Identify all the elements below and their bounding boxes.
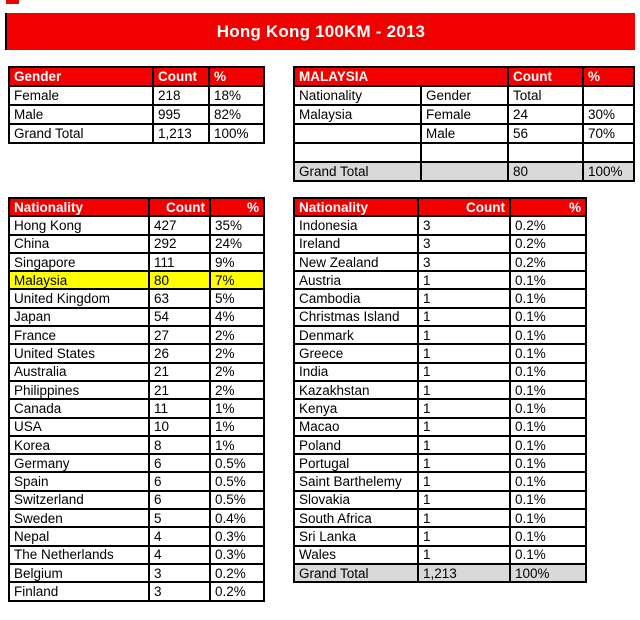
total-cell — [508, 143, 583, 162]
nationality-cell: Germany — [9, 454, 149, 472]
count-cell: 1 — [418, 491, 510, 509]
percent-cell: 0.3% — [210, 546, 264, 564]
malaysia-header-title: MALAYSIA — [294, 67, 508, 86]
nationality-row — [9, 509, 264, 527]
total-cell: 56 — [508, 124, 583, 143]
nationality-row — [294, 381, 586, 399]
count-cell: 995 — [153, 105, 209, 124]
nationality-cell: Belgium — [9, 564, 149, 582]
percent-cell: 0.1% — [510, 509, 586, 527]
nationality-cell: Austria — [294, 271, 418, 289]
nationality-table-left — [8, 197, 265, 602]
gender-header-label: Gender — [9, 67, 153, 86]
percent-cell: 0.2% — [510, 235, 586, 253]
percent-cell: 0.4% — [210, 509, 264, 527]
count-cell: 1 — [418, 509, 510, 527]
nationality-cell: China — [9, 235, 149, 253]
percent-cell: 1% — [210, 418, 264, 436]
percent-cell: 0.1% — [510, 546, 586, 564]
count-cell: 3 — [418, 235, 510, 253]
nationality-header-percent: % — [210, 198, 264, 216]
nationality-header-count: Count — [418, 198, 510, 216]
percent-cell: 7% — [210, 271, 264, 289]
nationality-row — [294, 527, 586, 545]
nationality-row — [294, 546, 586, 564]
count-cell: 5 — [149, 509, 210, 527]
count-cell: 3 — [418, 216, 510, 234]
page-title: Hong Kong 100KM - 2013 — [216, 21, 426, 41]
percent-cell: 0.1% — [510, 271, 586, 289]
subheader-blank — [583, 86, 634, 105]
title-banner — [5, 13, 635, 50]
count-cell: 63 — [149, 289, 210, 307]
count-cell: 80 — [149, 271, 210, 289]
nationality-cell: New Zealand — [294, 253, 418, 271]
nationality-header-label: Nationality — [9, 198, 149, 216]
nationality-cell: Kazakhstan — [294, 381, 418, 399]
count-cell: 11 — [149, 399, 210, 417]
nationality-row — [9, 344, 264, 362]
nationality-row — [9, 326, 264, 344]
nationality-row — [9, 253, 264, 271]
count-cell: 1 — [418, 381, 510, 399]
nationality-cell: Philippines — [9, 381, 149, 399]
nationality-row — [9, 472, 264, 490]
nationality-row — [294, 216, 586, 234]
percent-cell: 9% — [210, 253, 264, 271]
gender-cell: Male — [421, 124, 508, 143]
nationality-row — [9, 546, 264, 564]
gender-table-header-row — [9, 67, 264, 86]
gender-cell: Male — [9, 105, 153, 124]
nationality-row — [9, 399, 264, 417]
percent-cell: 2% — [210, 363, 264, 381]
nationality-row — [9, 216, 264, 234]
percent-cell: 2% — [210, 326, 264, 344]
nationality-row — [9, 308, 264, 326]
nationality-cell: Australia — [9, 363, 149, 381]
nationality-row — [294, 344, 586, 362]
nationality-cell: Spain — [9, 472, 149, 490]
percent-cell: 5% — [210, 289, 264, 307]
grand-total-count: 80 — [508, 162, 583, 181]
percent-cell: 0.5% — [210, 491, 264, 509]
nationality-cell: Canada — [9, 399, 149, 417]
percent-cell — [583, 143, 634, 162]
count-cell: 10 — [149, 418, 210, 436]
count-cell: 1 — [418, 344, 510, 362]
count-cell: 1 — [418, 436, 510, 454]
count-cell: 427 — [149, 216, 210, 234]
nationality-cell: Wales — [294, 546, 418, 564]
nationality-cell: Nepal — [9, 527, 149, 545]
percent-cell: 2% — [210, 381, 264, 399]
grand-total-count: 1,213 — [418, 564, 510, 582]
malaysia-table — [293, 66, 635, 182]
nationality-header-count: Count — [149, 198, 210, 216]
nationality-cell: The Netherlands — [9, 546, 149, 564]
percent-cell: 1% — [210, 399, 264, 417]
nationality-row — [294, 418, 586, 436]
malaysia-row — [294, 124, 634, 143]
percent-cell: 2% — [210, 344, 264, 362]
nationality-row — [9, 527, 264, 545]
percent-cell: 24% — [210, 235, 264, 253]
count-cell: 54 — [149, 308, 210, 326]
percent-cell: 0.1% — [510, 436, 586, 454]
count-cell: 1 — [418, 527, 510, 545]
count-cell: 6 — [149, 454, 210, 472]
nationality-cell: United Kingdom — [9, 289, 149, 307]
nationality-cell: South Africa — [294, 509, 418, 527]
count-cell: 6 — [149, 472, 210, 490]
grand-total-percent: 100% — [583, 162, 634, 181]
nationality-cell: Singapore — [9, 253, 149, 271]
nationality-row — [294, 253, 586, 271]
nationality-cell: Finland — [9, 582, 149, 600]
count-cell: 1 — [418, 271, 510, 289]
nationality-row — [294, 454, 586, 472]
nationality-cell: Sweden — [9, 509, 149, 527]
nationality-row — [9, 235, 264, 253]
percent-cell: 0.5% — [210, 454, 264, 472]
count-cell: 21 — [149, 381, 210, 399]
percent-cell: 0.1% — [510, 527, 586, 545]
subheader-total: Total — [508, 86, 583, 105]
count-cell: 218 — [153, 86, 209, 105]
nationality-row — [9, 582, 264, 600]
percent-cell: 0.1% — [510, 472, 586, 490]
count-cell: 1 — [418, 418, 510, 436]
corner-artifact — [6, 0, 19, 4]
count-cell: 4 — [149, 527, 210, 545]
count-cell: 1 — [418, 472, 510, 490]
nationality-row — [9, 271, 264, 289]
percent-cell: 0.2% — [510, 216, 586, 234]
grand-total-label: Grand Total — [294, 564, 418, 582]
count-cell: 21 — [149, 363, 210, 381]
nationality-table-right — [293, 197, 587, 583]
nationality-cell: United States — [9, 344, 149, 362]
percent-cell: 0.1% — [510, 289, 586, 307]
nationality-cell: Hong Kong — [9, 216, 149, 234]
percent-cell: 4% — [210, 308, 264, 326]
count-cell: 27 — [149, 326, 210, 344]
nationality-row — [294, 491, 586, 509]
percent-cell: 0.5% — [210, 472, 264, 490]
nationality-header-label: Nationality — [294, 198, 418, 216]
count-cell: 1 — [418, 326, 510, 344]
nationality-cell: Malaysia — [294, 105, 421, 124]
nationality-cell: Denmark — [294, 326, 418, 344]
count-cell: 3 — [149, 564, 210, 582]
grand-total-label: Grand Total — [294, 162, 421, 181]
percent-cell: 0.1% — [510, 491, 586, 509]
total-cell: 24 — [508, 105, 583, 124]
nationality-row — [9, 436, 264, 454]
count-cell: 6 — [149, 491, 210, 509]
nationality-cell: Saint Barthelemy — [294, 472, 418, 490]
percent-cell: 0.1% — [510, 344, 586, 362]
grand-total-blank — [421, 162, 508, 181]
malaysia-header-percent: % — [583, 67, 634, 86]
nationality-cell: USA — [9, 418, 149, 436]
nationality-row — [294, 399, 586, 417]
malaysia-row — [294, 105, 634, 124]
malaysia-row — [294, 143, 634, 162]
subheader-nationality: Nationality — [294, 86, 421, 105]
gender-header-count: Count — [153, 67, 209, 86]
count-cell: 3 — [149, 582, 210, 600]
percent-cell: 0.1% — [510, 418, 586, 436]
nationality-cell: Sri Lanka — [294, 527, 418, 545]
nationality-cell: France — [9, 326, 149, 344]
malaysia-table-header-row — [294, 67, 634, 86]
percent-cell: 0.1% — [510, 326, 586, 344]
nationality-row — [294, 308, 586, 326]
count-cell: 292 — [149, 235, 210, 253]
malaysia-subheader-row — [294, 86, 634, 105]
nationality-row — [294, 235, 586, 253]
count-cell: 26 — [149, 344, 210, 362]
nationality-row — [294, 326, 586, 344]
percent-cell: 0.2% — [510, 253, 586, 271]
gender-cell — [421, 143, 508, 162]
gender-cell: Female — [9, 86, 153, 105]
gender-header-percent: % — [209, 67, 264, 86]
nationality-cell: Malaysia — [9, 271, 149, 289]
nationality-row — [9, 454, 264, 472]
percent-cell: 35% — [210, 216, 264, 234]
nationality-row — [294, 363, 586, 381]
nationality-right-header-row — [294, 198, 586, 216]
percent-cell: 82% — [209, 105, 264, 124]
nationality-cell: Cambodia — [294, 289, 418, 307]
nationality-cell — [294, 143, 421, 162]
count-cell: 1 — [418, 546, 510, 564]
gender-cell: Female — [421, 105, 508, 124]
count-cell: 1 — [418, 289, 510, 307]
grand-total-count: 1,213 — [153, 124, 209, 143]
malaysia-grand-total-row — [294, 162, 634, 181]
count-cell: 3 — [418, 253, 510, 271]
gender-row — [9, 105, 264, 124]
nationality-row — [9, 363, 264, 381]
percent-cell: 0.1% — [510, 363, 586, 381]
nationality-row — [9, 491, 264, 509]
nationality-row — [9, 418, 264, 436]
subheader-gender: Gender — [421, 86, 508, 105]
nationality-cell: Greece — [294, 344, 418, 362]
count-cell: 8 — [149, 436, 210, 454]
nationality-cell: Poland — [294, 436, 418, 454]
nationality-cell: Indonesia — [294, 216, 418, 234]
percent-cell: 18% — [209, 86, 264, 105]
gender-grand-total-row — [9, 124, 264, 143]
percent-cell: 0.1% — [510, 399, 586, 417]
malaysia-header-count: Count — [508, 67, 583, 86]
nationality-row — [9, 289, 264, 307]
count-cell: 1 — [418, 399, 510, 417]
grand-total-label: Grand Total — [9, 124, 153, 143]
nationality-row — [294, 509, 586, 527]
count-cell: 111 — [149, 253, 210, 271]
gender-row — [9, 86, 264, 105]
nationality-row — [9, 381, 264, 399]
nationality-cell: Kenya — [294, 399, 418, 417]
percent-cell: 1% — [210, 436, 264, 454]
grand-total-percent: 100% — [209, 124, 264, 143]
percent-cell: 0.1% — [510, 308, 586, 326]
nationality-cell: Christmas Island — [294, 308, 418, 326]
nationality-cell: India — [294, 363, 418, 381]
nationality-row — [294, 289, 586, 307]
percent-cell: 0.2% — [210, 582, 264, 600]
grand-total-percent: 100% — [510, 564, 586, 582]
nationality-cell: Portugal — [294, 454, 418, 472]
nationality-row — [294, 271, 586, 289]
nationality-row — [9, 564, 264, 582]
nationality-row — [294, 436, 586, 454]
nationality-left-header-row — [9, 198, 264, 216]
nationality-cell: Switzerland — [9, 491, 149, 509]
count-cell: 4 — [149, 546, 210, 564]
percent-cell: 0.1% — [510, 454, 586, 472]
count-cell: 1 — [418, 363, 510, 381]
nationality-grand-total-row — [294, 564, 586, 582]
percent-cell: 0.3% — [210, 527, 264, 545]
nationality-cell: Macao — [294, 418, 418, 436]
nationality-cell — [294, 124, 421, 143]
count-cell: 1 — [418, 454, 510, 472]
percent-cell: 70% — [583, 124, 634, 143]
nationality-cell: Korea — [9, 436, 149, 454]
percent-cell: 0.1% — [510, 381, 586, 399]
nationality-cell: Slovakia — [294, 491, 418, 509]
gender-table — [8, 66, 265, 144]
percent-cell: 30% — [583, 105, 634, 124]
count-cell: 1 — [418, 308, 510, 326]
nationality-row — [294, 472, 586, 490]
nationality-cell: Japan — [9, 308, 149, 326]
percent-cell: 0.2% — [210, 564, 264, 582]
nationality-cell: Ireland — [294, 235, 418, 253]
nationality-header-percent: % — [510, 198, 586, 216]
